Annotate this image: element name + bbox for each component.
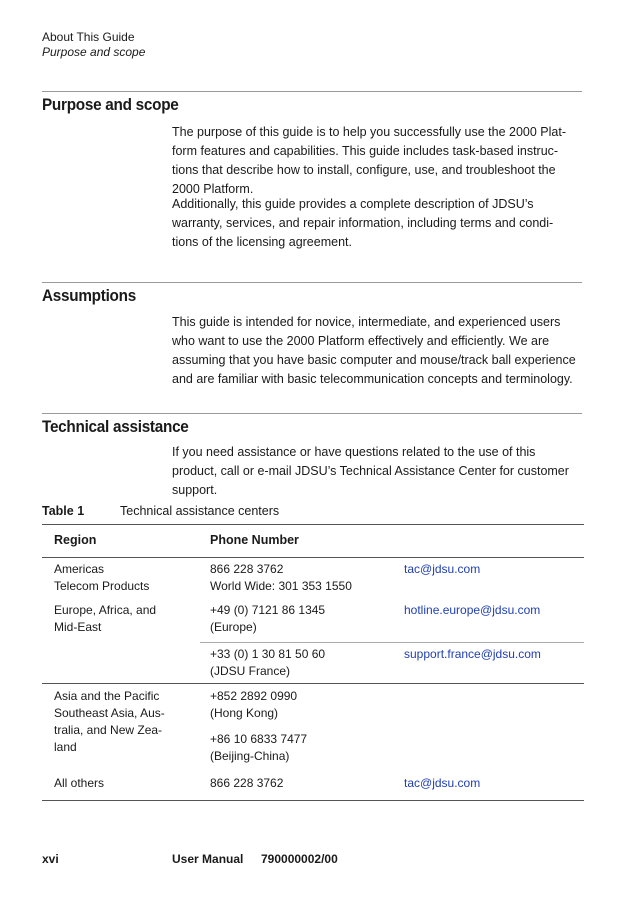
email-link[interactable]: tac@jdsu.com bbox=[404, 776, 481, 790]
email-link[interactable]: hotline.europe@jdsu.com bbox=[404, 603, 541, 617]
running-header-chapter: About This Guide bbox=[42, 30, 135, 44]
table-header-rule bbox=[42, 557, 584, 558]
table-cell-phone: +852 2892 0990 (Hong Kong) bbox=[210, 689, 298, 720]
table-cell-phone: +86 10 6833 7477 (Beijing-China) bbox=[210, 732, 308, 763]
email-link[interactable]: tac@jdsu.com bbox=[404, 562, 481, 576]
table-group-rule bbox=[42, 683, 584, 684]
table-cell-region: Europe, Africa, and Mid-East bbox=[54, 603, 157, 634]
technical-paragraph: If you need assistance or have questions related to the use of this product, call or e-mail JDSU’s Technical Assistance Center for customer support. bbox=[172, 445, 569, 497]
table-caption: Technical assistance centers bbox=[120, 504, 280, 518]
section-title-purpose: Purpose and scope bbox=[42, 95, 179, 114]
table-cell-phone: 866 228 3762 World Wide: 301 353 1550 bbox=[210, 562, 352, 593]
running-header-section: Purpose and scope bbox=[42, 45, 146, 59]
table-bottom-rule bbox=[42, 800, 584, 801]
footer-page-number: xvi bbox=[42, 852, 59, 866]
table-cell-phone: +33 (0) 1 30 81 50 60 (JDSU France) bbox=[210, 647, 326, 678]
table-top-rule bbox=[42, 524, 584, 525]
assumptions-paragraph: This guide is intended for novice, intermediate, and experienced users who want to use the 2000 Platform effectively and efficiently. We are assuming that you have basic computer and mouse/track ball experience and are familiar with basic telecommunication concepts and terminology. bbox=[172, 315, 576, 386]
table-header-phone: Phone Number bbox=[210, 533, 299, 547]
footer-doc-number: 790000002/00 bbox=[261, 852, 338, 866]
table-cell-region: Asia and the Pacific Southeast Asia, Aus- tralia, and New Zea- land bbox=[54, 689, 165, 754]
section-divider bbox=[42, 91, 582, 92]
email-link[interactable]: support.france@jdsu.com bbox=[404, 647, 541, 661]
table-cell-phone: 866 228 3762 bbox=[210, 776, 284, 790]
table-label: Table 1 bbox=[42, 504, 85, 518]
section-divider bbox=[42, 413, 582, 414]
section-title-technical: Technical assistance bbox=[42, 417, 189, 436]
purpose-paragraph-1: The purpose of this guide is to help you successfully use the 2000 Plat- form features and capabilities. This guide includes task-based instruc- tions that describe how to install, configure, use, and troubleshoot the 2000 Platform. bbox=[172, 125, 566, 196]
footer-manual: User Manual bbox=[172, 852, 244, 866]
table-cell-region: All others bbox=[54, 776, 105, 790]
section-divider bbox=[42, 282, 582, 283]
section-title-assumptions: Assumptions bbox=[42, 286, 136, 305]
table-cell-phone: +49 (0) 7121 86 1345 (Europe) bbox=[210, 603, 326, 634]
table-inner-rule bbox=[200, 642, 584, 643]
table-header-region: Region bbox=[54, 533, 97, 547]
purpose-paragraph-2: Additionally, this guide provides a complete description of JDSU’s warranty, services, and repair information, including terms and condi- tions of the licensing agreement. bbox=[172, 197, 554, 249]
table-cell-region: Americas Telecom Products bbox=[54, 562, 150, 593]
